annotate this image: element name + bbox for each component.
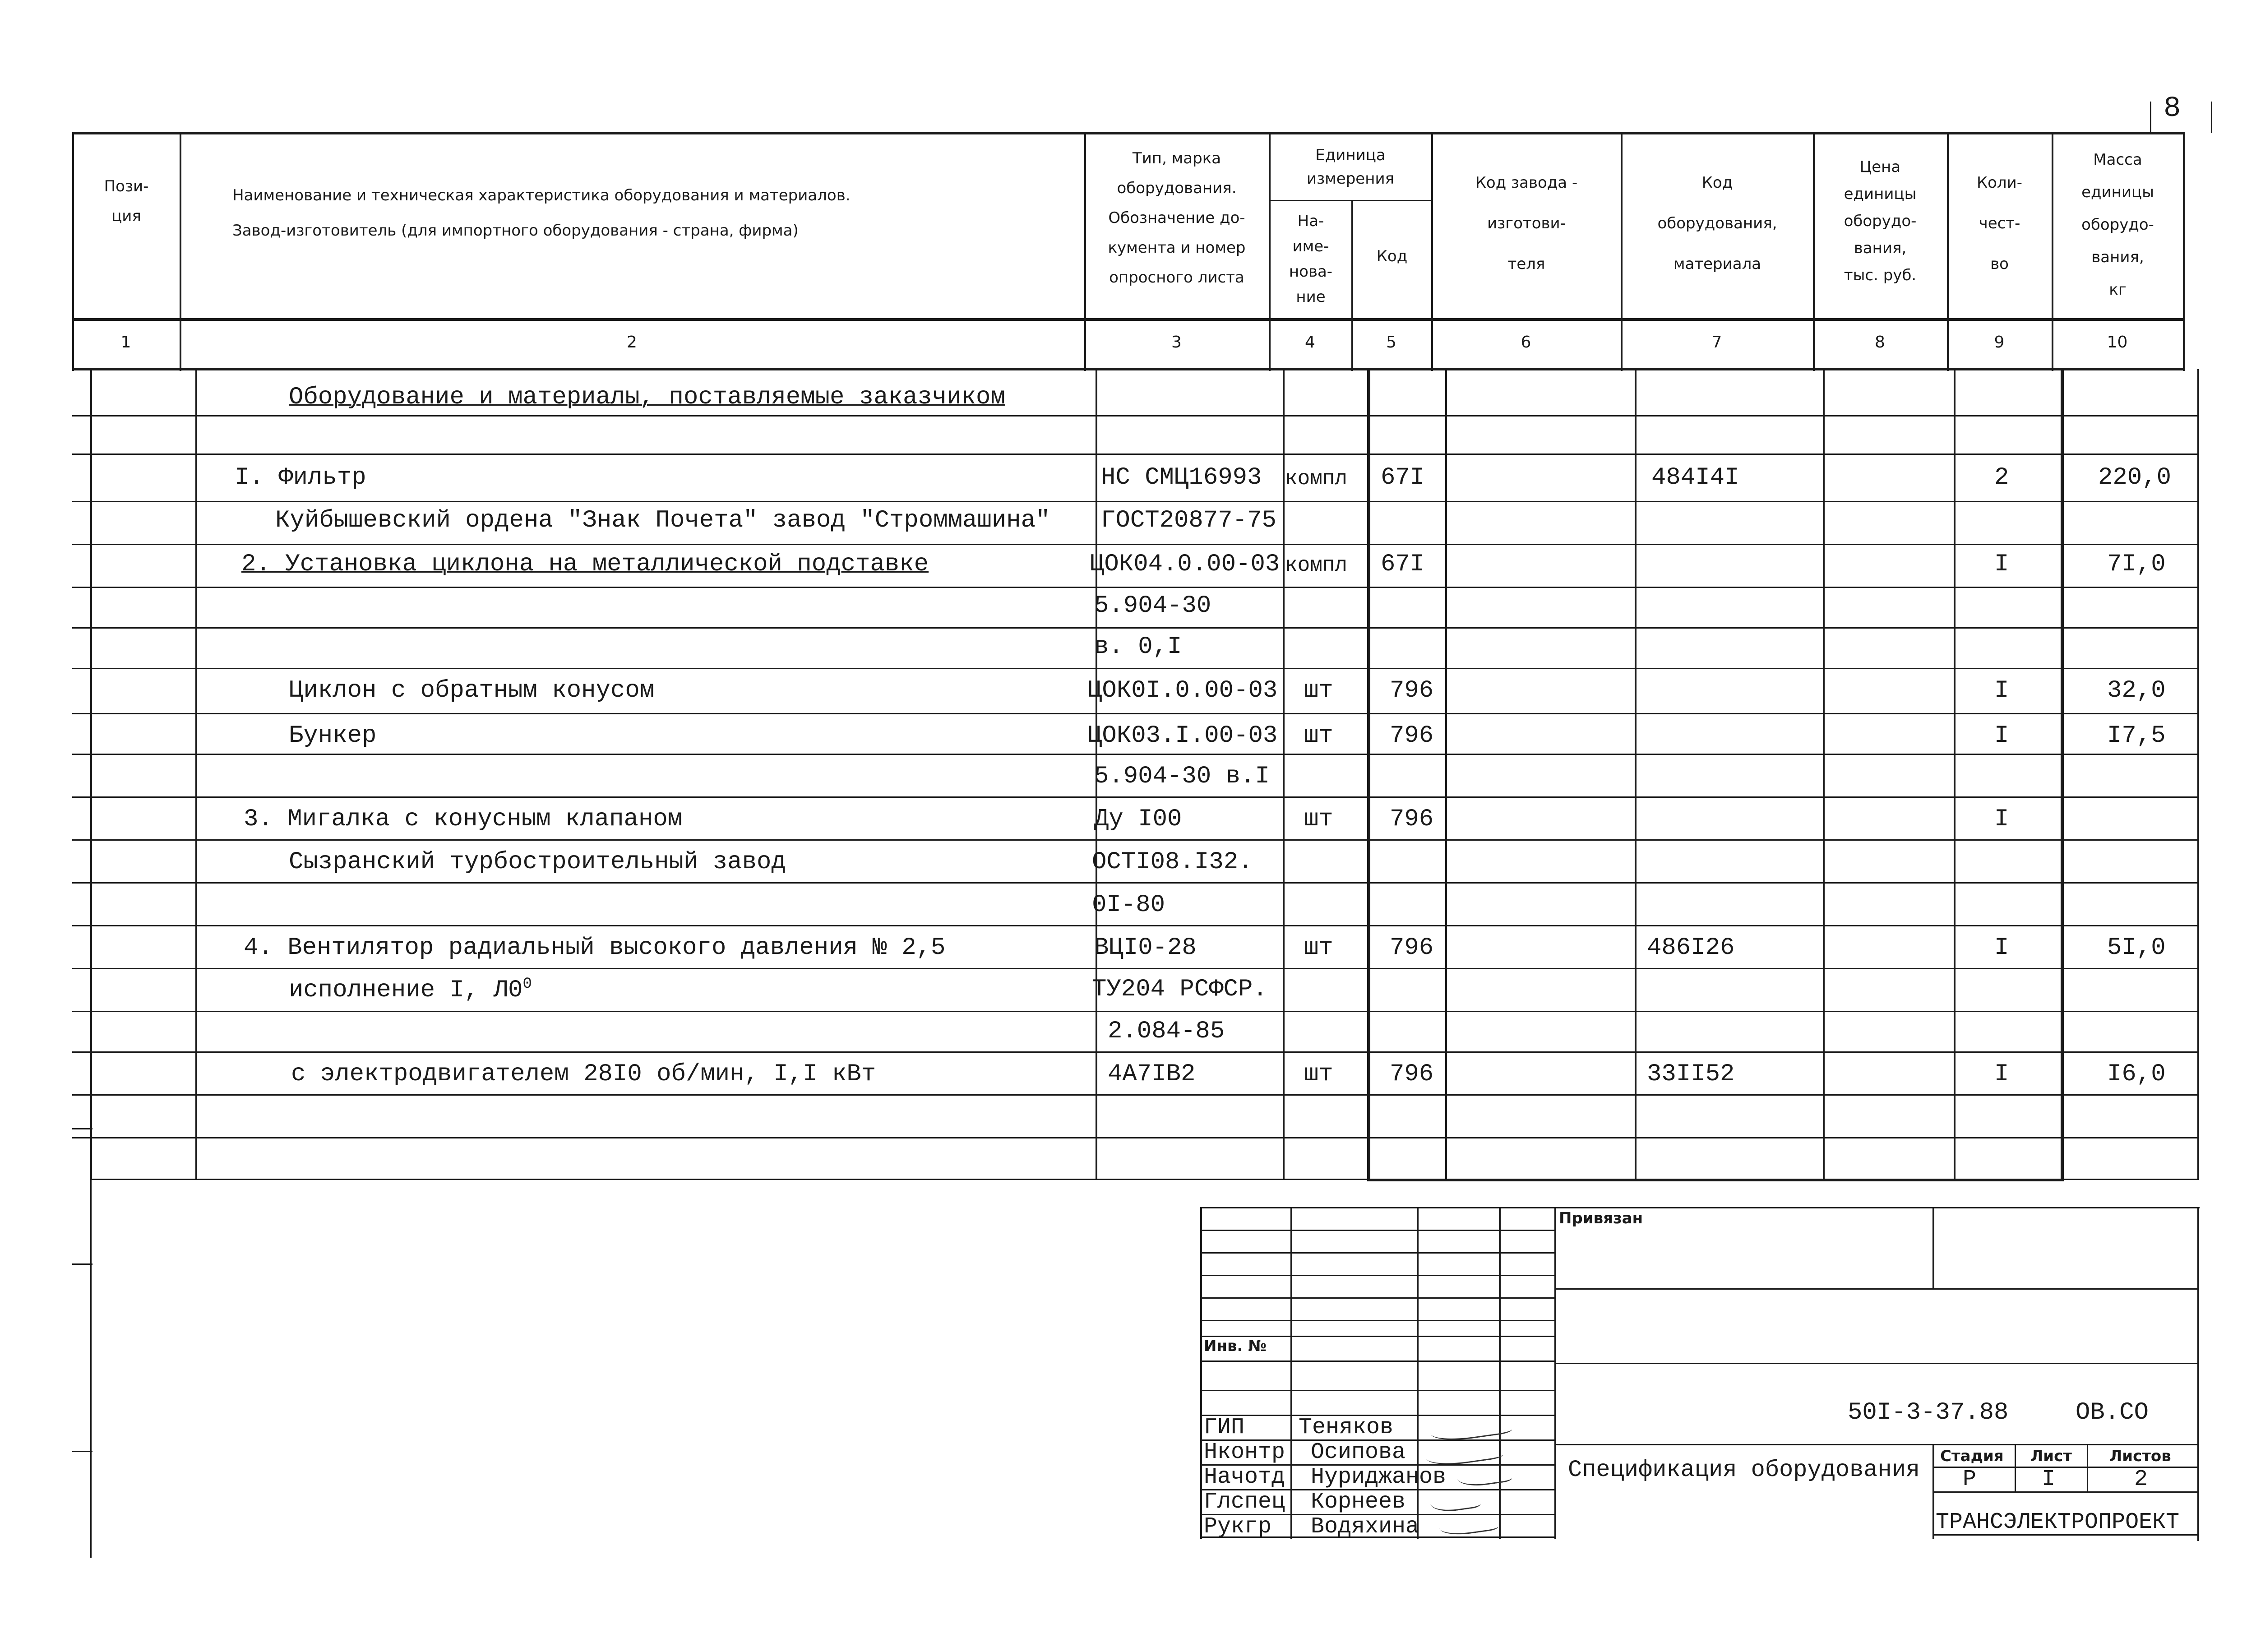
signature bbox=[1438, 1512, 1499, 1538]
item-type: ВЦI0-28 bbox=[1094, 934, 1197, 962]
organization-name: ТРАНСЭЛЕКТРОПРОЕКТ bbox=[1936, 1509, 2180, 1535]
item-qty: I bbox=[1994, 1060, 2009, 1088]
item-unit: шт bbox=[1304, 1060, 1333, 1088]
item-qty: I bbox=[1994, 551, 2009, 578]
item-qty: I bbox=[1994, 805, 2009, 833]
item-mass: I7,5 bbox=[2107, 722, 2166, 750]
col-number: 8 bbox=[1875, 333, 1885, 352]
item-type: НС СМЦ16993 bbox=[1101, 464, 1262, 491]
person-name: Нуриджанов bbox=[1311, 1464, 1447, 1490]
item-name: Бункер bbox=[289, 722, 377, 750]
item-name: 2. Установка циклона на металлической подставке bbox=[241, 551, 929, 578]
document-mark: ОВ.СО bbox=[2076, 1399, 2149, 1426]
item-type: ОСТI08.I32. bbox=[1092, 848, 1253, 876]
item-code: 796 bbox=[1390, 805, 1434, 833]
person-name: Теняков bbox=[1299, 1415, 1394, 1440]
header-price: Цена единицы оборудо- вания, тыс. руб. bbox=[1844, 158, 1917, 284]
header-position: Пози- ция bbox=[104, 177, 149, 225]
item-type: ЦОК04.0.00-03 bbox=[1090, 551, 1280, 578]
item-name: исполнение I, $Л0^0$ bbox=[289, 976, 532, 1004]
item-type: 5.904-30 в.I bbox=[1094, 763, 1270, 790]
item-code: 796 bbox=[1390, 934, 1434, 962]
page-number: 8 bbox=[2164, 93, 2181, 125]
item-qty: I bbox=[1994, 677, 2009, 704]
item-qty: I bbox=[1994, 934, 2009, 962]
item-mass: 32,0 bbox=[2107, 677, 2166, 704]
item-code: 796 bbox=[1390, 677, 1434, 704]
item-name: с электродвигателем 28I0 об/мин, I,I кВт bbox=[291, 1060, 876, 1088]
signature bbox=[1456, 1463, 1513, 1489]
sheet-label: Лист bbox=[2030, 1447, 2072, 1465]
item-unit: шт bbox=[1304, 722, 1333, 750]
privyazan-label: Привязан bbox=[1559, 1209, 1643, 1227]
item-mass: 5I,0 bbox=[2107, 934, 2166, 962]
col-number: 7 bbox=[1711, 333, 1722, 352]
header-mass: Масса единицы оборудо- вания, кг bbox=[2081, 151, 2154, 299]
item-unit: компл bbox=[1285, 467, 1348, 491]
header-equipment-code: Код оборудования, материала bbox=[1657, 174, 1777, 273]
header-unit-code: Код bbox=[1376, 247, 1408, 265]
item-code: 796 bbox=[1390, 722, 1434, 750]
item-qty: 2 bbox=[1994, 464, 2009, 491]
item-name: Куйбышевский ордена "Знак Почета" завод "Строммашина" bbox=[275, 507, 1050, 534]
header-type: Тип, марка оборудования. Обозначение до- кумента и номер опросного листа bbox=[1108, 149, 1246, 287]
sheet-value: I bbox=[2042, 1467, 2056, 1492]
col-number: 2 bbox=[627, 333, 637, 352]
item-name: 3. Мигалка с конусным клапаном bbox=[244, 805, 683, 833]
item-type: 5.904-30 bbox=[1094, 592, 1211, 620]
item-type: 0I-80 bbox=[1092, 891, 1165, 919]
item-code: 796 bbox=[1390, 1060, 1434, 1088]
col-number: 9 bbox=[1994, 333, 2005, 352]
role-label: ГИП bbox=[1204, 1415, 1245, 1440]
signature bbox=[1429, 1488, 1481, 1514]
sheets-label: Листов bbox=[2109, 1447, 2171, 1465]
stage-label: Стадия bbox=[1940, 1447, 2004, 1465]
col-number: 3 bbox=[1171, 333, 1182, 352]
item-equip-code: 33II52 bbox=[1647, 1060, 1735, 1088]
item-unit: шт bbox=[1304, 805, 1333, 833]
item-unit: шт bbox=[1304, 677, 1333, 704]
item-type: Ду I00 bbox=[1094, 805, 1182, 833]
item-unit: шт bbox=[1304, 934, 1333, 962]
item-unit: компл bbox=[1285, 554, 1348, 577]
col-number: 10 bbox=[2107, 333, 2128, 352]
col-number: 4 bbox=[1305, 333, 1315, 352]
header-unit-name: На- име- нова- ние bbox=[1289, 212, 1333, 306]
item-code: 67I bbox=[1381, 551, 1425, 578]
role-label: Начотд bbox=[1204, 1464, 1285, 1490]
document-code: 50I-3-37.88 bbox=[1848, 1399, 2009, 1426]
person-name: Водяхина bbox=[1311, 1514, 1419, 1540]
item-name: Сызранский турбостроительный завод bbox=[289, 848, 786, 876]
item-type: ЦОК0I.0.00-03 bbox=[1087, 677, 1278, 704]
item-mass: 7I,0 bbox=[2107, 551, 2166, 578]
item-type: ГОСТ20877-75 bbox=[1101, 507, 1276, 534]
item-type: в. 0,I bbox=[1094, 633, 1182, 661]
item-type: ТУ204 РСФСР. bbox=[1092, 976, 1267, 1003]
stage-value: Р bbox=[1963, 1467, 1977, 1492]
item-name: 4. Вентилятор радиальный высокого давления № 2,5 bbox=[244, 934, 946, 962]
item-equip-code: 484I4I bbox=[1651, 464, 1739, 491]
item-name: I. Фильтр bbox=[235, 464, 366, 491]
header-unit-group: Единица измерения bbox=[1306, 146, 1395, 188]
item-equip-code: 486I26 bbox=[1647, 934, 1735, 962]
header-quantity: Коли- чест- во bbox=[1976, 174, 2023, 273]
item-code: 67I bbox=[1381, 464, 1425, 491]
item-type: 4А7IВ2 bbox=[1108, 1060, 1196, 1088]
section-title: Оборудование и материалы, поставляемые заказчиком bbox=[289, 384, 1005, 411]
document-title: Спецификация оборудования bbox=[1568, 1457, 1920, 1483]
item-type: 2.084-85 bbox=[1108, 1018, 1225, 1045]
col-number: 6 bbox=[1521, 333, 1531, 352]
header-factory-code: Код завода - изготови- теля bbox=[1475, 174, 1578, 273]
item-type: ЦОК03.I.00-03 bbox=[1087, 722, 1278, 750]
sheets-value: 2 bbox=[2134, 1467, 2148, 1492]
role-label: Глспец bbox=[1204, 1489, 1285, 1515]
col-number: 5 bbox=[1386, 333, 1396, 352]
inventory-number-label: Инв. № bbox=[1204, 1337, 1267, 1355]
item-mass: I6,0 bbox=[2107, 1060, 2166, 1088]
item-mass: 220,0 bbox=[2098, 464, 2172, 491]
col-number: 1 bbox=[120, 333, 131, 352]
item-qty: I bbox=[1994, 722, 2009, 750]
role-label: Рукгр bbox=[1204, 1514, 1272, 1540]
person-name: Корнеев bbox=[1311, 1489, 1406, 1515]
item-name: Циклон с обратным конусом bbox=[289, 677, 655, 704]
person-name: Осипова bbox=[1311, 1439, 1406, 1465]
header-name: Наименование и техническая характеристика оборудования и материалов. Завод-изготовитель (для импортного оборудования - страна, фирма) bbox=[232, 186, 851, 240]
role-label: Нконтр bbox=[1204, 1439, 1285, 1465]
